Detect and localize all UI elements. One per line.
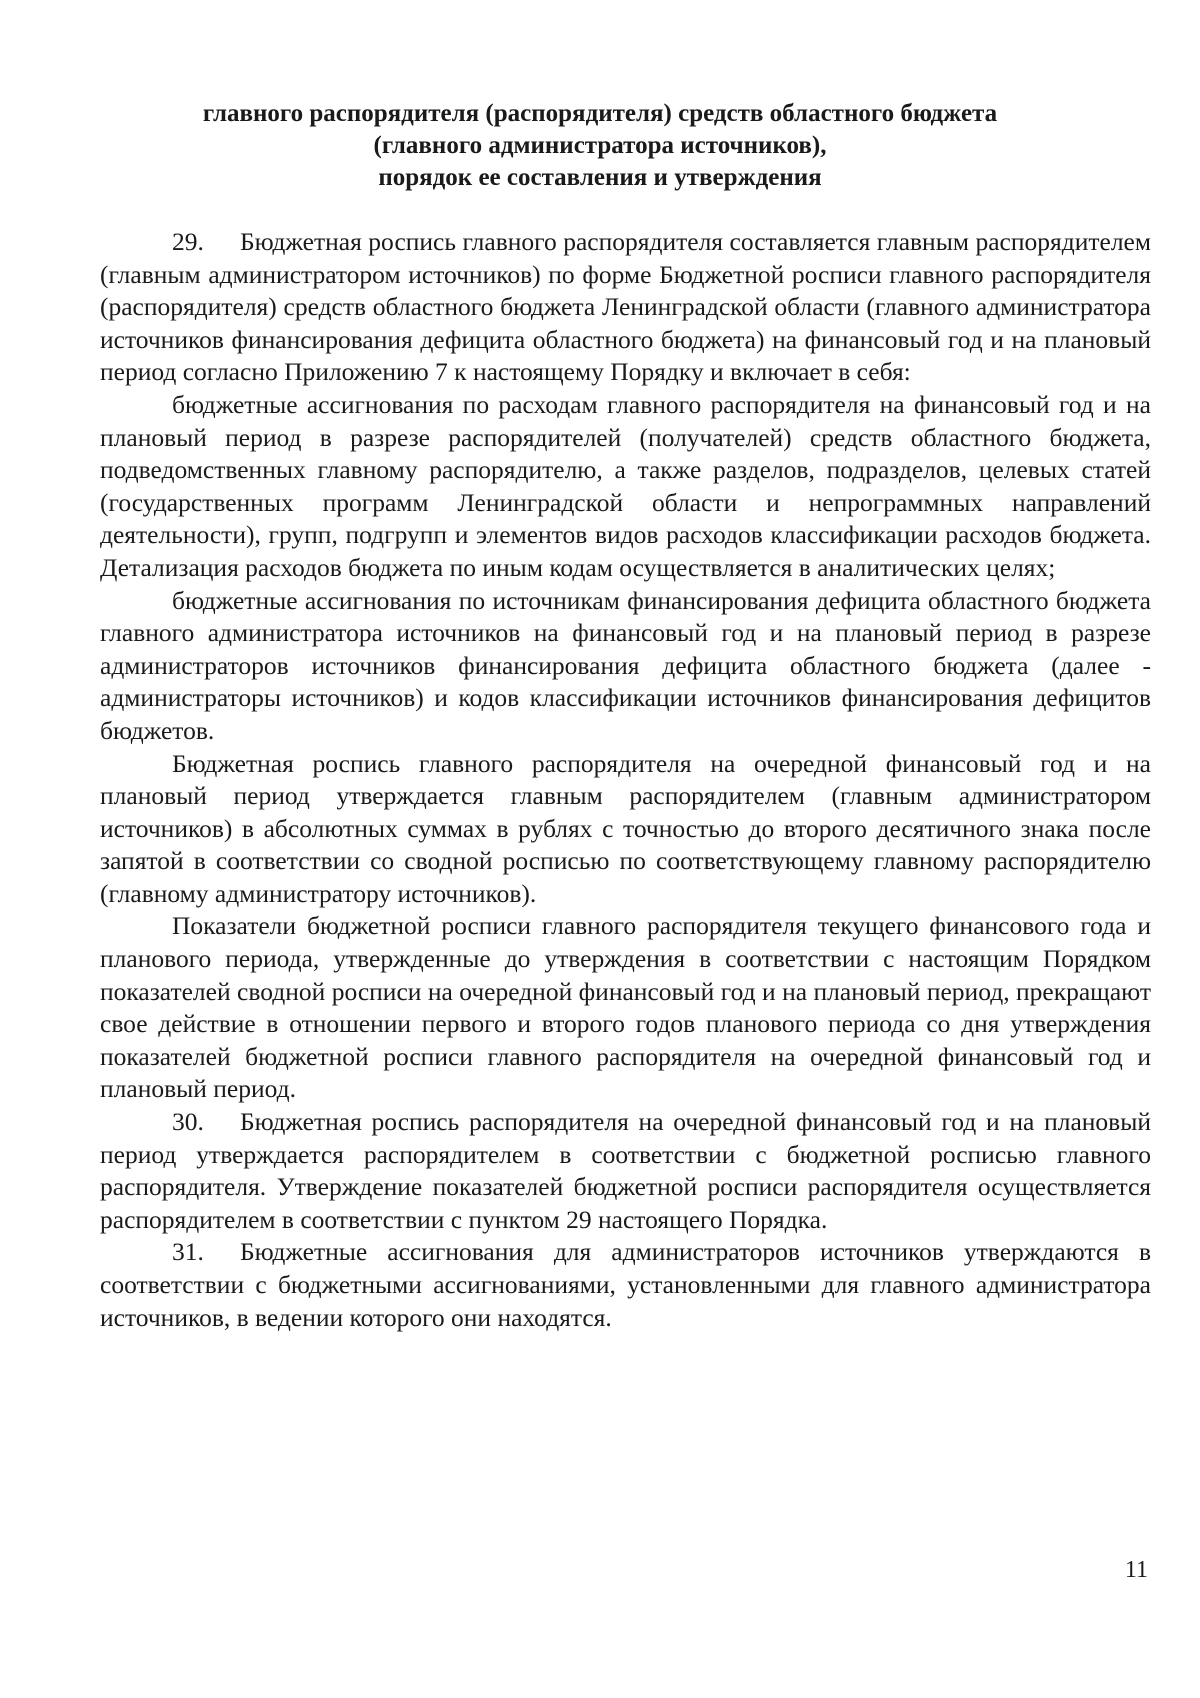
heading-line-3: порядок ее составления и утверждения bbox=[378, 164, 822, 191]
heading-line-1: главного распорядителя (распорядителя) средств областного бюджета bbox=[202, 100, 998, 127]
page-number: 11 bbox=[1124, 1557, 1148, 1583]
paragraph-30 bbox=[100, 1106, 1151, 1236]
paragraph-expenditure-allocations bbox=[100, 389, 1151, 585]
paragraph-29 bbox=[100, 226, 1151, 389]
paragraph-number: 29. bbox=[172, 227, 204, 256]
paragraph-31 bbox=[100, 1236, 1151, 1334]
section-heading bbox=[100, 98, 1100, 194]
paragraph-text: бюджетные ассигнования по расходам главного распорядителя на финансовый год и на плановый период в разрезе распорядителей (получателей) средств областного бюджета, подведомственных главному распорядителю, а также разделов, подразделов, целевых статей (государственных программ Ленинградской области и непрограммных направлений деятельности), групп, подгрупп и элементов видов расходов классификации расходов бюджета. Детализация расходов бюджета по иным кодам осуществляется в аналитических целях; bbox=[100, 389, 1151, 582]
paragraph-text: Бюджетная роспись распорядителя на очередной финансовый год и на плановый период утверждается распорядителем в соответствии с бюджетной росписью главного распорядителя. Утверждение показателей бюджетной росписи распорядителя осуществляется распорядителем в соответствии с пунктом 29 настоящего Порядка. bbox=[100, 1107, 1151, 1234]
paragraph-financing-sources bbox=[100, 585, 1151, 748]
paragraph-text: Бюджетная роспись главного распорядителя на очередной финансовый год и на плановый период утверждается главным распорядителем (главным администратором источников) в абсолютных суммах в рублях с точностью до второго десятичного знака после запятой в соответствии со сводной росписью по соответствующему главному распорядителю (главному администратору источников). bbox=[100, 748, 1151, 908]
paragraph-text: Бюджетные ассигнования для администраторов источников утверждаются в соответствии с бюджетными ассигнованиями, установленными для главного администратора источников, в ведении которого они находятся. bbox=[100, 1237, 1151, 1332]
paragraph-text: Показатели бюджетной росписи главного распорядителя текущего финансового года и планового периода, утвержденные до утверждения в соответствии с настоящим Порядком показателей сводной росписи на очередной финансовый год и на плановый период, прекращают свое действие в отношении первого и второго годов планового периода со дня утверждения показателей бюджетной росписи главного распорядителя на очередной финансовый год и плановый период. bbox=[100, 911, 1151, 1104]
body-text bbox=[100, 226, 1151, 1334]
paragraph-number: 31. bbox=[172, 1237, 204, 1267]
paragraph-indicators bbox=[100, 910, 1151, 1106]
paragraph-text: бюджетные ассигнования по источникам финансирования дефицита областного бюджета главного администратора источников на финансовый год и на плановый период в разрезе администраторов источников финансирования дефицита областного бюджета (далее - администраторы источников) и кодов классификации источников финансирования дефицитов бюджетов. bbox=[100, 585, 1151, 745]
heading-line-2: (главного администратора источников), bbox=[373, 132, 827, 159]
paragraph-number: 30. bbox=[172, 1107, 204, 1137]
paragraph-text: Бюджетная роспись главного распорядителя составляется главным распорядителем (главным администратором источников) по форме Бюджетной росписи главного распорядителя (распорядителя) средств областного бюджета Ленинградской области (главного администратора источников финансирования дефицита областного бюджета) на финансовый год и на плановый период согласно Приложению 7 к настоящему Порядку и включает в себя: bbox=[100, 227, 1151, 387]
paragraph-approval bbox=[100, 748, 1151, 911]
